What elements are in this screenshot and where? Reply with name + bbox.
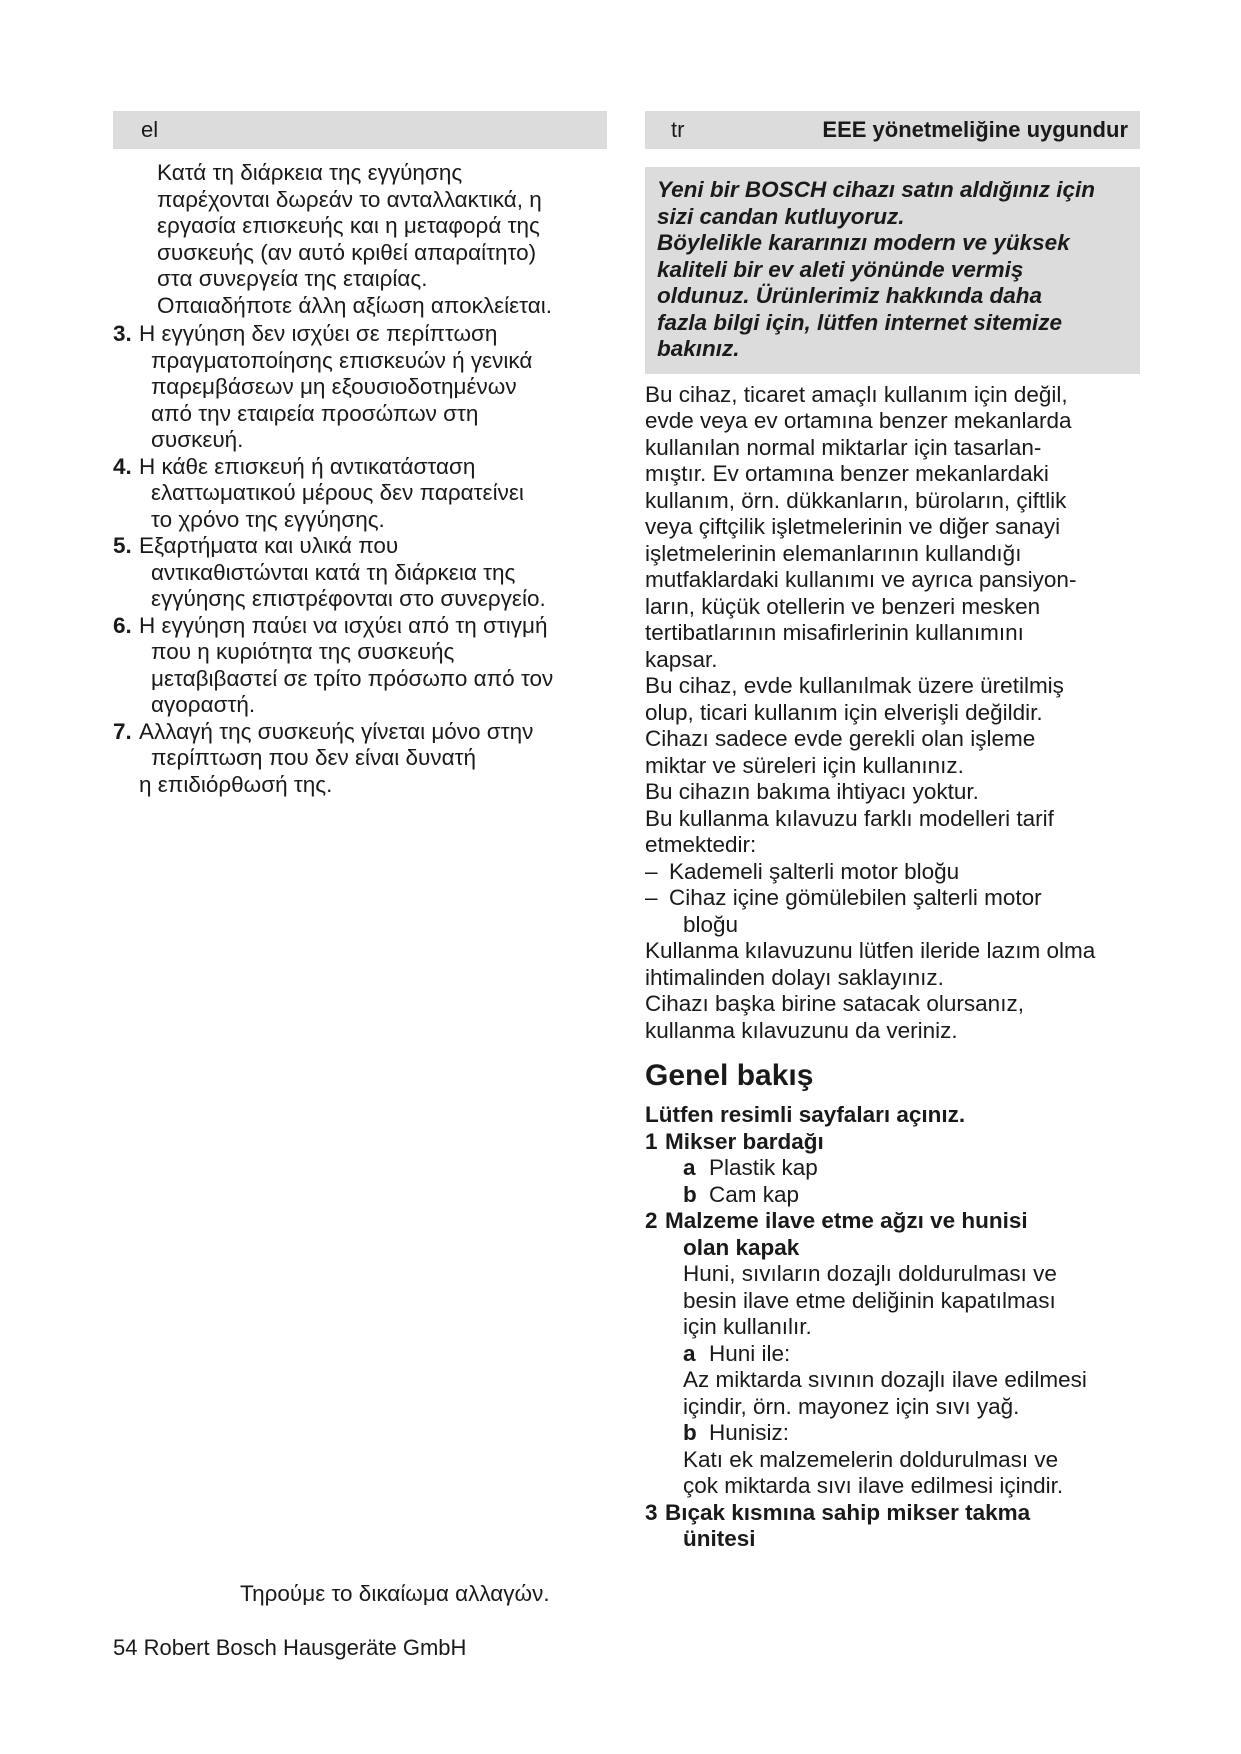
item-number: 5. — [113, 533, 132, 558]
text-line: kullanım, örn. dükkanların, büroların, çiftlik — [645, 487, 1067, 513]
text-line: παρέχονται δωρεάν το ανταλλακτικά, η — [157, 186, 542, 212]
text-line: Kademeli şalterli motor bloğu — [669, 858, 960, 884]
text-line: kullanma kılavuzunu da veriniz. — [645, 1017, 958, 1043]
sub-text: Huni ile: — [709, 1340, 791, 1366]
text-line: besin ilave etme deliğinin kapatılması — [683, 1287, 1056, 1313]
text-line: πραγματοποίησης επισκευών ή γενικά — [151, 347, 533, 373]
text-line: περίπτωση που δεν είναι δυνατή — [151, 745, 477, 770]
text-line: Böylelikle kararınızı modern ve yüksek — [657, 230, 1070, 255]
text-line: kaliteli bir ev aleti yönünde vermiş — [657, 256, 1024, 282]
text-line: kapsar. — [645, 646, 718, 672]
text-line: fazla bilgi için, lütfen internet sitemize — [657, 309, 1063, 335]
dash-bullet: – — [645, 858, 658, 884]
text-line: αντικαθιστώνται κατά τη διάρκεια της — [151, 559, 516, 585]
text-line: συσκευή. — [151, 427, 244, 452]
text-line: αγοραστή. — [151, 692, 256, 717]
text-line: sizi candan kutluyoruz. — [657, 203, 905, 229]
text-line: Bu cihaz, evde kullanılmak üzere üretilmiş — [645, 673, 1064, 698]
text-line: ların, küçük otellerin ve benzeri mesken — [645, 593, 1041, 619]
text-line: Katı ek malzemelerin doldurulması ve — [683, 1446, 1059, 1472]
text-line: Η κάθε επισκευή ή αντικατάσταση — [139, 453, 476, 479]
item-title: ünitesi — [683, 1526, 756, 1551]
item-number: 6. — [113, 612, 132, 638]
text-line: Cihazı başka birine satacak olursanız, — [645, 991, 1024, 1016]
text-line: Bu cihaz, ticaret amaçlı kullanım için değil, — [645, 381, 1068, 407]
text-line: tertibatlarının misafirlerinin kullanımını — [645, 620, 1024, 645]
text-line: που η κυριότητα της συσκευής — [151, 639, 455, 664]
text-line: mutfaklardaki kullanımı ve ayrıca pansiyon- — [645, 567, 1077, 592]
header-title: EEE yönetmeliğine uygundur — [822, 117, 1128, 142]
text-line: bakınız. — [657, 336, 740, 361]
dash-bullet: – — [645, 885, 658, 910]
text-line: μεταβιβαστεί σε τρίτο πρόσωπο από τον — [151, 665, 554, 691]
text-line: Az miktarda sıvının dozajlı ilave edilmesi — [683, 1367, 1087, 1392]
overview-item-1 — [645, 1129, 1140, 1209]
overview-list — [645, 1102, 1140, 1553]
text-line: παρεμβάσεων μη εξουσιοδοτημένων — [151, 374, 517, 399]
item-title: olan kapak — [683, 1234, 800, 1260]
text-line: olup, ticari kullanım için elverişli değildir. — [645, 699, 1043, 725]
overview-item-2 — [645, 1208, 1140, 1500]
item-number: 3 — [645, 1499, 658, 1525]
text-line: Bu kullanma kılavuzu farklı modelleri tarif — [645, 805, 1054, 831]
text-line: Εξαρτήματα και υλικά που — [139, 533, 399, 558]
model-list-item — [645, 885, 1140, 938]
text-line: Bu cihazın bakıma ihtiyacı yoktur. — [645, 779, 979, 804]
language-header-el — [113, 111, 607, 149]
text-line: ihtimalinden dolayı saklayınız. — [645, 964, 944, 990]
rights-reserved-note: Τηρούμε το δικαίωμα αλλαγών. — [240, 1581, 550, 1606]
text-line: η επιδιόρθωσή της. — [139, 771, 333, 797]
text-line: Huni, sıvıların dozajlı doldurulması ve — [683, 1261, 1057, 1286]
text-line: veya çiftçilik işletmelerinin ve diğer sanayi — [645, 514, 1061, 539]
language-code: tr — [671, 117, 685, 142]
text-line: Kullanma kılavuzunu lütfen ileride lazım olma — [645, 938, 1096, 963]
sub-label: b — [683, 1420, 697, 1445]
greek-column — [113, 111, 607, 798]
page-footer: 54 Robert Bosch Hausgeräte GmbH — [113, 1635, 467, 1660]
item-number: 3. — [113, 321, 132, 346]
text-line: işletmelerinin elemanlarının kullandığı — [645, 540, 1022, 566]
text-line: Η εγγύηση παύει να ισχύει από τη στιγμή — [139, 612, 548, 638]
language-header-tr — [645, 111, 1140, 149]
sub-text: Hunisiz: — [709, 1420, 790, 1445]
list-item — [113, 719, 607, 799]
text-line: kullanılan normal miktarlar için tasarlan- — [645, 434, 1042, 460]
text-line: içindir, örn. mayonez için sıvı yağ. — [683, 1393, 1020, 1419]
open-pages-note: Lütfen resimli sayfaları açınız. — [645, 1102, 966, 1127]
text-line: bloğu — [683, 911, 739, 937]
text-line: Cihazı sadece evde gerekli olan işleme — [645, 726, 1036, 751]
congratulations-box — [645, 167, 1140, 374]
sub-label: a — [683, 1340, 696, 1366]
text-line: için kullanılır. — [683, 1314, 812, 1339]
text-line: evde veya ev ortamına benzer mekanlarda — [645, 408, 1072, 433]
text-line: çok miktarda sıvı ilave edilmesi içindir. — [683, 1473, 1064, 1498]
item-number: 7. — [113, 718, 132, 744]
item-title: Mikser bardağı — [665, 1128, 824, 1154]
overview-heading: Genel bakış — [645, 1059, 814, 1092]
text-line: το χρόνο της εγγύησης. — [151, 506, 385, 532]
text-line: oldunuz. Ürünlerimiz hakkında daha — [657, 283, 1043, 308]
warranty-intro — [113, 160, 607, 319]
item-number: 4. — [113, 453, 132, 479]
text-line: Κατά τη διάρκεια της εγγύησης — [157, 160, 463, 185]
list-item — [113, 321, 607, 454]
text-line: συσκευής (αν αυτό κριθεί απαραίτητο) — [157, 239, 537, 265]
sub-label: b — [683, 1181, 697, 1207]
list-item — [113, 613, 607, 719]
sub-text: Plastik kap — [709, 1155, 818, 1180]
overview-item-3 — [645, 1500, 1140, 1553]
usage-info — [645, 382, 1140, 1045]
text-line: ελαττωματικού μέρους δεν παρατείνει — [151, 480, 524, 505]
item-title: Malzeme ilave etme ağzı ve hunisi — [665, 1208, 1028, 1233]
item-title: Bıçak kısmına sahip mikser takma — [665, 1499, 1031, 1525]
text-line: Οπαιαδήποτε άλλη αξίωση αποκλείεται. — [157, 292, 553, 318]
list-item — [113, 454, 607, 534]
text-line: Η εγγύηση δεν ισχύει σε περίπτωση — [139, 321, 498, 346]
sub-text: Cam kap — [709, 1181, 800, 1207]
text-line: Cihaz içine gömülebilen şalterli motor — [669, 885, 1042, 910]
text-line: στα συνεργεία της εταιρίας. — [157, 266, 428, 291]
model-list-item — [645, 859, 1140, 886]
text-line: Αλλαγή της συσκευής γίνεται μόνο στην — [139, 718, 534, 744]
text-line: εργασία επισκευής και η μεταφορά της — [157, 213, 540, 238]
text-line: miktar ve süreleri için kullanınız. — [645, 752, 964, 778]
item-number: 1 — [645, 1128, 658, 1154]
sub-label: a — [683, 1155, 696, 1180]
language-code: el — [141, 117, 159, 142]
text-line: από την εταιρεία προσώπων στη — [151, 400, 479, 426]
text-line: mıştır. Ev ortamına benzer mekanlardaki — [645, 461, 1049, 486]
text-line: etmektedir: — [645, 832, 757, 857]
turkish-column — [645, 111, 1140, 1553]
warranty-terms-list — [113, 321, 607, 798]
text-line: εγγύησης επιστρέφονται στο συνεργείο. — [151, 586, 546, 611]
text-line: Yeni bir BOSCH cihazı satın aldığınız için — [657, 177, 1095, 202]
list-item — [113, 533, 607, 613]
item-number: 2 — [645, 1208, 658, 1233]
